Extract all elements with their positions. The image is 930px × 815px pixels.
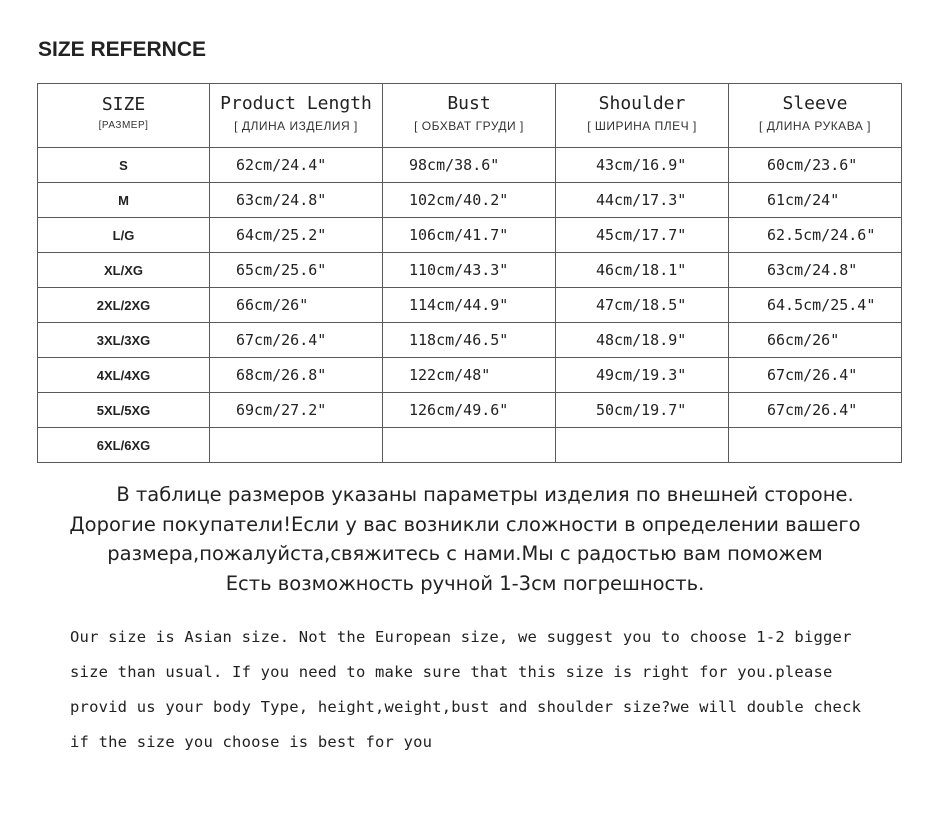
length-cell: 64cm/25.2" [210,218,383,253]
size-cell: M [38,183,210,218]
header-size [38,84,210,148]
sleeve-cell: 67cm/26.4" [729,358,902,393]
size-cell: 5XL/5XG [38,393,210,428]
length-cell: 69cm/27.2" [210,393,383,428]
header-shoulder [556,84,729,148]
sleeve-cell [729,428,902,463]
table-row [38,428,902,463]
header-size-label: SIZE [101,94,146,115]
table-row [38,358,902,393]
table-row [38,148,902,183]
size-cell: XL/XG [38,253,210,288]
english-note-line: if the size you choose is best for you [70,733,433,751]
shoulder-cell: 47cm/18.5" [556,288,729,323]
header-size-sublabel: [РАЗМЕР] [98,120,149,131]
russian-note-line: размера,пожалуйста,свяжитесь с нами.Мы с радостью вам поможем [107,542,823,565]
length-cell: 66cm/26" [210,288,383,323]
bust-cell: 102cm/40.2" [383,183,556,218]
header-sleeve-sublabel: [ ДЛИНА РУКАВА ] [759,118,871,133]
shoulder-cell [556,428,729,463]
header-length-label: Product Length [220,92,372,114]
english-notes [70,620,910,760]
length-cell: 68cm/26.8" [210,358,383,393]
bust-cell: 114cm/44.9" [383,288,556,323]
bust-cell: 106cm/41.7" [383,218,556,253]
length-cell: 63cm/24.8" [210,183,383,218]
size-cell: 6XL/6XG [38,428,210,463]
sleeve-cell: 62.5cm/24.6" [729,218,902,253]
shoulder-cell: 45cm/17.7" [556,218,729,253]
page-title: SIZE REFERNCE [38,38,207,61]
size-cell: 3XL/3XG [38,323,210,358]
bust-cell: 122cm/48" [383,358,556,393]
russian-note-line: Есть возможность ручной 1-3см погрешность. [225,571,705,595]
header-length [210,84,383,148]
bust-cell: 110cm/43.3" [383,253,556,288]
table-row [38,288,902,323]
english-note-line: provid us your body Type, height,weight,bust and shoulder size?we will double check [70,698,862,716]
length-cell: 62cm/24.4" [210,148,383,183]
bust-cell [383,428,556,463]
size-chart-table [37,83,902,463]
header-sleeve-label: Sleeve [782,92,848,114]
russian-notes [0,480,930,598]
header-sleeve [729,84,902,148]
length-cell: 65cm/25.6" [210,253,383,288]
sleeve-cell: 63cm/24.8" [729,253,902,288]
shoulder-cell: 43cm/16.9" [556,148,729,183]
table-row [38,323,902,358]
table-row [38,253,902,288]
header-bust [383,84,556,148]
bust-cell: 126cm/49.6" [383,393,556,428]
header-length-sublabel: [ ДЛИНА ИЗДЕЛИЯ ] [234,118,358,133]
bust-cell: 98cm/38.6" [383,148,556,183]
table-row [38,183,902,218]
header-shoulder-sublabel: [ ШИРИНА ПЛЕЧ ] [587,118,697,133]
bust-cell: 118cm/46.5" [383,323,556,358]
sleeve-cell: 66cm/26" [729,323,902,358]
shoulder-cell: 50cm/19.7" [556,393,729,428]
sleeve-cell: 64.5cm/25.4" [729,288,902,323]
length-cell: 67cm/26.4" [210,323,383,358]
size-cell: 2XL/2XG [38,288,210,323]
length-cell [210,428,383,463]
sleeve-cell: 61cm/24" [729,183,902,218]
english-note-line: size than usual. If you need to make sure that this size is right for you.please [70,663,833,681]
shoulder-cell: 49cm/19.3" [556,358,729,393]
table-row [38,393,902,428]
size-cell: 4XL/4XG [38,358,210,393]
shoulder-cell: 46cm/18.1" [556,253,729,288]
russian-note-line: Дорогие покупатели!Если у вас возникли сложности в определении вашего [69,512,861,536]
sleeve-cell: 67cm/26.4" [729,393,902,428]
shoulder-cell: 44cm/17.3" [556,183,729,218]
size-cell: S [38,148,210,183]
table-row [38,218,902,253]
english-note-line: Our size is Asian size. Not the European size, we suggest you to choose 1-2 bigger [70,628,852,646]
header-bust-label: Bust [447,92,491,114]
table-header-row [38,84,902,148]
shoulder-cell: 48cm/18.9" [556,323,729,358]
header-bust-sublabel: [ ОБХВАТ ГРУДИ ] [414,118,524,133]
size-cell: L/G [38,218,210,253]
header-shoulder-label: Shoulder [598,92,686,114]
sleeve-cell: 60cm/23.6" [729,148,902,183]
russian-note-line: В таблице размеров указаны параметры изделия по внешней стороне. [116,483,854,506]
